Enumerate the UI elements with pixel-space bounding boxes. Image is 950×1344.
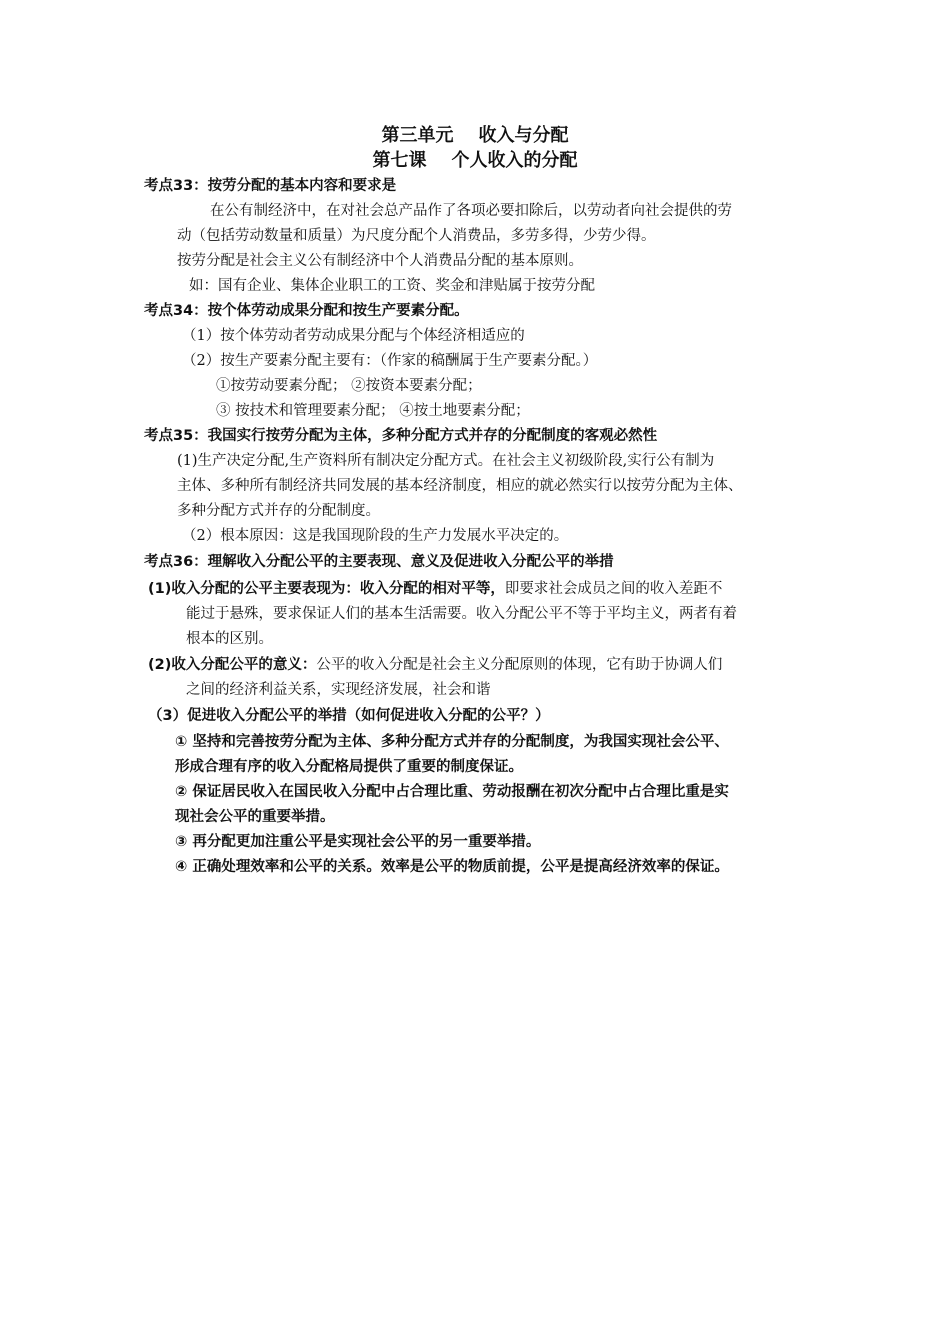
lesson-title: 第七课 个人收入的分配 (372, 150, 578, 171)
k36-c-heading: （3）促进收入分配公平的举措（如何促进收入分配的公平？） (148, 708, 550, 724)
k34-item-1: （1）按个体劳动者劳动成果分配与个体经济相适应的 (182, 328, 525, 344)
k36-b-bold: (2)收入分配公平的意义： (148, 657, 317, 673)
k36-a-line-2: 能过于悬殊，要求保证人们的基本生活需要。收入分配公平不等于平均主义，两者有着 (186, 606, 737, 622)
k36-b-line-1 (148, 654, 722, 676)
k33-paragraph-line-2: 动（包括劳动数量和质量）为尺度分配个人消费品，多劳多得，少劳少得。 (177, 228, 656, 244)
k35-line-4: （2）根本原因：这是我国现阶段的生产力发展水平决定的。 (182, 528, 569, 544)
k33-paragraph-line-1: 在公有制经济中，在对社会总产品作了各项必要扣除后，以劳动者向社会提供的劳 (210, 203, 732, 219)
k35-heading: 考点35：我国实行按劳分配为主体，多种分配方式并存的分配制度的客观必然性 (144, 428, 658, 444)
k36-c-item-2-line-1: ② 保证居民收入在国民收入分配中占合理比重、劳动报酬在初次分配中占合理比重是实 (175, 784, 729, 800)
k35-line-2: 主体、多种所有制经济共同发展的基本经济制度，相应的就必然实行以按劳分配为主体、 (177, 478, 743, 494)
k36-c-item-1-line-2: 形成合理有序的收入分配格局提供了重要的制度保证。 (175, 759, 523, 775)
k34-heading: 考点34：按个体劳动成果分配和按生产要素分配。 (144, 303, 469, 319)
k36-a-line-1 (148, 578, 722, 600)
k34-subitems-1: ①按劳动要素分配； ②按资本要素分配； (216, 378, 482, 394)
k36-b-rest: 公平的收入分配是社会主义分配原则的体现，它有助于协调人们 (316, 657, 723, 673)
k36-a-rest: 即要求社会成员之间的收入差距不 (504, 581, 723, 597)
k36-c-item-2-line-2: 现社会公平的重要举措。 (175, 809, 335, 825)
k36-a-line-3: 根本的区别。 (186, 631, 273, 647)
k33-example: 如：国有企业、集体企业职工的工资、奖金和津贴属于按劳分配 (189, 278, 595, 294)
k35-line-1: (1)生产决定分配,生产资料所有制决定分配方式。在社会主义初级阶段,实行公有制为 (177, 453, 715, 469)
k34-subitems-2: ③ 按技术和管理要素分配； ④按土地要素分配； (216, 403, 530, 419)
k34-item-2: （2）按生产要素分配主要有：（作家的稿酬属于生产要素分配。） (182, 353, 598, 369)
k36-heading: 考点36：理解收入分配公平的主要表现、意义及促进收入分配公平的举措 (144, 554, 614, 570)
k33-principle: 按劳分配是社会主义公有制经济中个人消费品分配的基本原则。 (177, 253, 583, 269)
k36-b-line-2: 之间的经济利益关系，实现经济发展，社会和谐 (186, 682, 491, 698)
k36-c-item-1-line-1: ① 坚持和完善按劳分配为主体、多种分配方式并存的分配制度，为我国实现社会公平、 (175, 734, 729, 750)
k35-line-3: 多种分配方式并存的分配制度。 (177, 503, 380, 519)
k36-c-item-4: ④ 正确处理效率和公平的关系。效率是公平的物质前提，公平是提高经济效率的保证。 (175, 859, 729, 875)
unit-title: 第三单元 收入与分配 (381, 125, 569, 146)
k36-c-item-3: ③ 再分配更加注重公平是实现社会公平的另一重要举措。 (175, 834, 541, 850)
k33-heading: 考点33：按劳分配的基本内容和要求是 (144, 178, 397, 194)
k36-a-bold: (1)收入分配的公平主要表现为：收入分配的相对平等， (148, 581, 505, 597)
